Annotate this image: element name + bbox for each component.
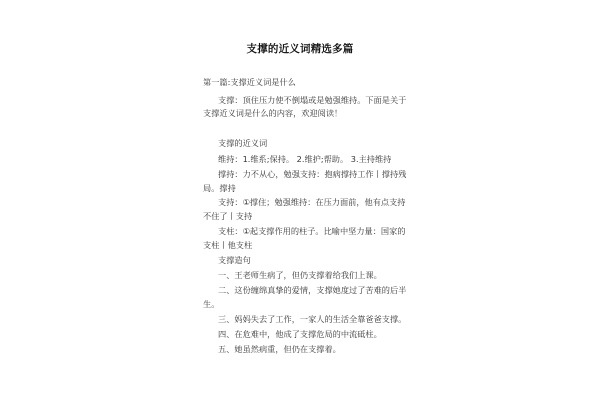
paragraph-line: 支柱：①起支撑作用的柱子。比喻中坚力量：国家的 <box>218 226 406 236</box>
paragraph-line: 局。撑持 <box>203 183 236 193</box>
paragraph-line: 维持：1.维系;保持。 2.维护;帮助。 3.主持维持 <box>218 154 392 164</box>
paragraph-line: 三、妈妈失去了工作，一家人的生活全靠爸爸支撑。 <box>218 314 407 324</box>
paragraph-line: 支撑近义词是什么的内容，欢迎阅读！ <box>203 108 343 118</box>
paragraph-line: 撑持：力不从心，勉强支持：抱病撑持工作丨撑持残 <box>218 169 407 179</box>
subheading: 支撑造句 <box>218 255 251 265</box>
subheading: 支撑的近义词 <box>218 138 268 148</box>
paragraph-line: 不住了丨支持 <box>203 211 253 221</box>
paragraph-line: 五、她虽然病重，但仍在支撑着。 <box>218 344 341 354</box>
document-title: 支撑的近义词精选多篇 <box>246 43 354 55</box>
paragraph-line: 生。 <box>203 299 220 309</box>
paragraph-line: 支撑：顶住压力使不倒塌或是勉强维持。下面是关于 <box>218 95 407 105</box>
paragraph-line: 支柱丨他支柱 <box>203 240 253 250</box>
section-heading: 第一篇:支撑近义词是什么 <box>203 77 296 87</box>
paragraph-line: 支持：①撑住；勉强维持：在压力面前，他有点支持 <box>218 197 406 207</box>
paragraph-line: 一、王老师生病了，但仍支撑着给我们上课。 <box>218 270 382 280</box>
paragraph-line: 四、在危难中，他成了支撑危局的中流砥柱。 <box>218 329 382 339</box>
paragraph-line: 二、这份缠绵真挚的爱情，支撑她度过了苦难的后半 <box>218 285 407 295</box>
